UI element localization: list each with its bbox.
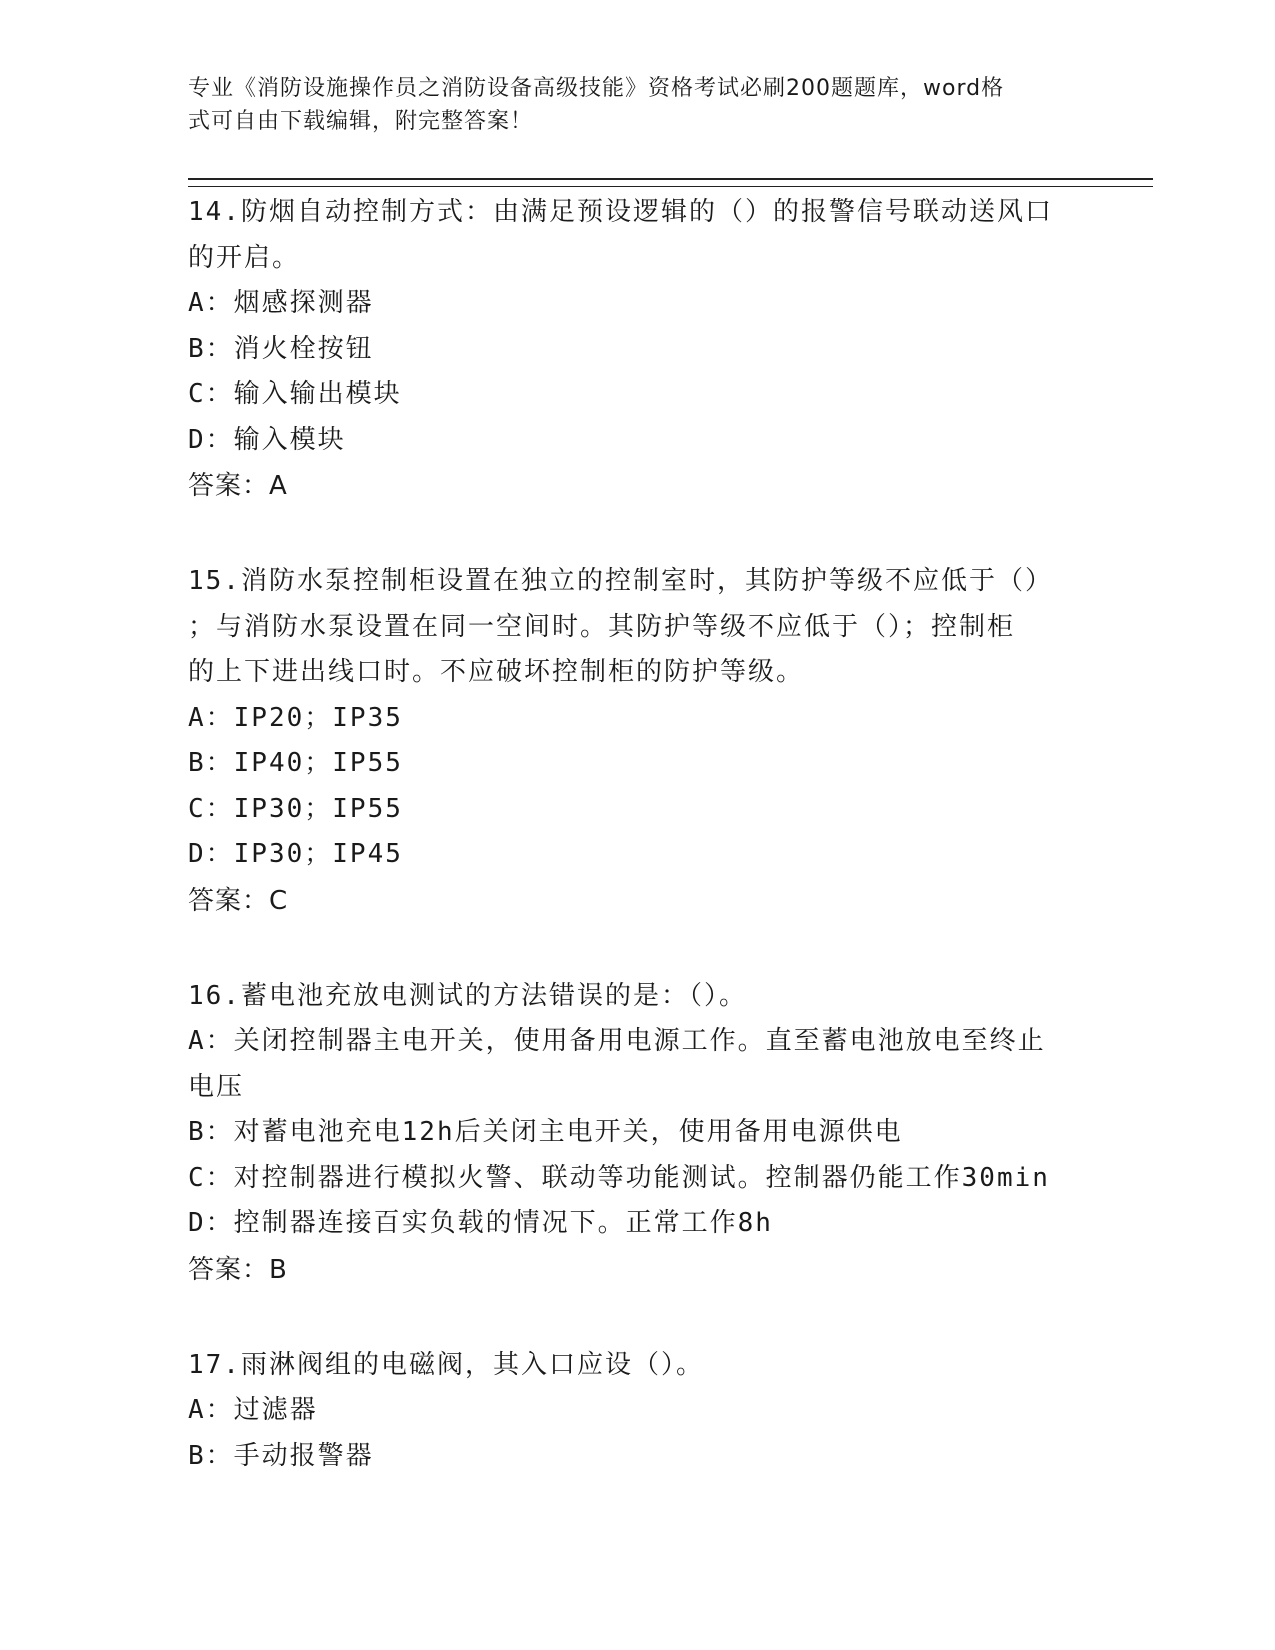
option-a-continued: 电压 — [188, 1071, 245, 1102]
answer: 答案：A — [188, 471, 288, 501]
option-b: B：对蓄电池充电12h后关闭主电开关，使用备用电源供电 — [188, 1117, 903, 1147]
option-a: A：关闭控制器主电开关，使用备用电源工作。直至蓄电池放电至终止 — [188, 1026, 1046, 1056]
question-stem-continued: 的开启。 — [188, 242, 301, 273]
question-stem-continued: ；与消防水泵设置在同一空间时。其防护等级不应低于（）；控制柜 — [188, 611, 1016, 642]
header-divider — [188, 178, 1153, 187]
question-stem-continued: 的上下进出线口时。不应破坏控制柜的防护等级。 — [188, 657, 805, 687]
question-stem: 15.消防水泵控制柜设置在独立的控制室时，其防护等级不应低于（） — [188, 566, 1053, 596]
option-c: C：输入输出模块 — [188, 379, 402, 409]
option-b: B：IP40；IP55 — [188, 748, 403, 778]
option-d: D：控制器连接百实负载的情况下。正常工作8h — [188, 1208, 773, 1238]
option-c: C：IP30；IP55 — [188, 793, 403, 824]
question-stem: 17.雨淋阀组的电磁阀，其入口应设（）。 — [188, 1349, 704, 1380]
answer: 答案：C — [188, 885, 289, 916]
option-a: A：烟感探测器 — [188, 288, 374, 318]
header-line-1: 专业《消防设施操作员之消防设备高级技能》资格考试必刷200题题库，word格 — [188, 76, 1005, 101]
option-a: A：IP20；IP35 — [188, 702, 403, 733]
question-15 — [188, 559, 1088, 924]
option-d: D：IP30；IP45 — [188, 839, 403, 869]
option-a: A：过滤器 — [188, 1395, 318, 1425]
question-14 — [188, 190, 1088, 509]
question-17 — [188, 1343, 1088, 1480]
header-line-2: 式可自由下载编辑，附完整答案！ — [188, 109, 534, 134]
option-d: D：输入模块 — [188, 424, 346, 455]
question-16 — [188, 974, 1088, 1293]
question-list — [188, 190, 1088, 1529]
option-c: C：对控制器进行模拟火警、联动等功能测试。控制器仍能工作30min — [188, 1162, 1050, 1193]
question-stem: 14.防烟自动控制方式：由满足预设逻辑的（）的报警信号联动送风口 — [188, 197, 1053, 227]
page-header — [188, 72, 1068, 138]
question-stem: 16.蓄电池充放电测试的方法错误的是：（）。 — [188, 980, 747, 1011]
option-b: B：消火栓按钮 — [188, 333, 374, 364]
option-b: B：手动报警器 — [188, 1440, 374, 1471]
answer: 答案：B — [188, 1254, 288, 1285]
